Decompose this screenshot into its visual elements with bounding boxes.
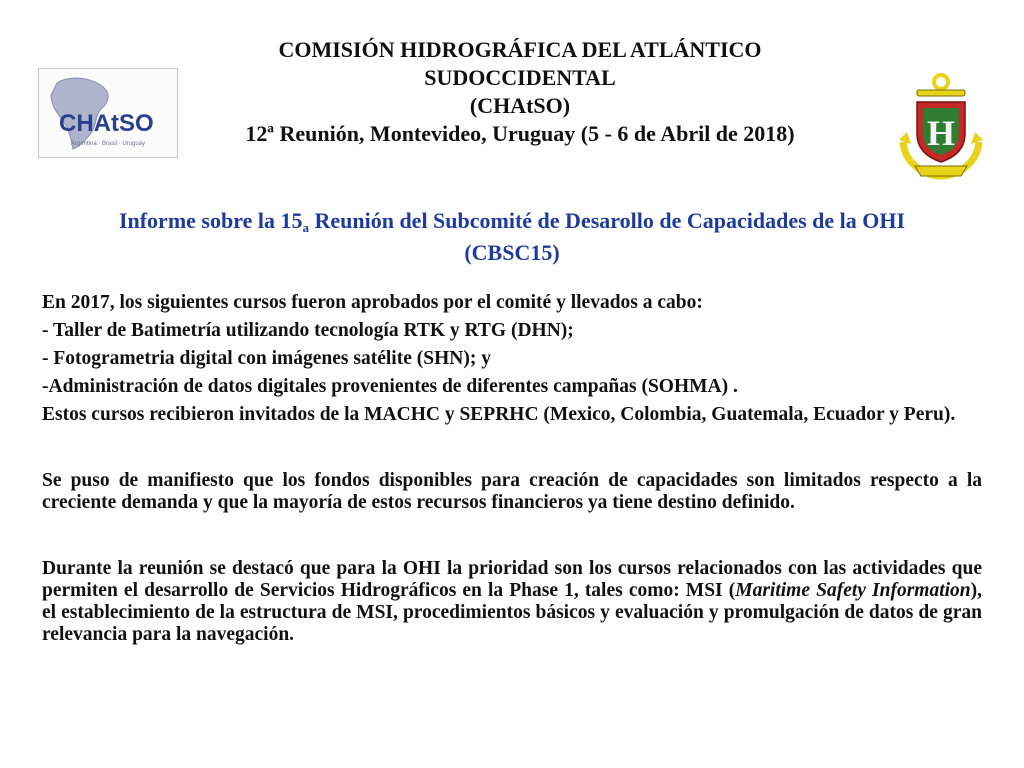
- priority-part2: ), el establecimiento de la estructura de MSI, procedimientos básicos y evaluación y promulgación de datos de gran relevancia para la navegación.: [42, 580, 983, 645]
- chatso-logo-subtext: Argentina · Brasil · Uruguay: [71, 141, 146, 147]
- priority-italic: Maritime Safety Information: [735, 580, 971, 601]
- chatso-logo-text: CHAtSO: [59, 110, 154, 137]
- course-item: - Fotogrametria digital con imágenes satélite (SHN); y: [42, 348, 491, 369]
- header-title-line3: 12ª Reunión, Montevideo, Uruguay (5 - 6 de Abril de 2018): [245, 121, 795, 146]
- body-text: [42, 292, 982, 646]
- chatso-map-icon: [39, 69, 177, 157]
- report-title-part1: Informe sobre la 15: [118, 208, 303, 233]
- ohi-emblem: [895, 72, 987, 184]
- report-title-line2: (CBSC15): [464, 240, 560, 265]
- ohi-emblem-letter: H: [926, 113, 956, 153]
- chatso-logo: [38, 68, 178, 158]
- header-title-line2: (CHAtSO): [469, 93, 571, 118]
- report-title-line1: [40, 208, 984, 240]
- report-title-part2: Reunión del Subcomité de Desarollo de Capacidades de la OHI: [308, 208, 906, 233]
- funds-paragraph: Se puso de manifiesto que los fondos disponibles para creación de capacidades son limitados respecto a la creciente demanda y que la mayoría de estos recursos financieros ya tiene destino definido.: [42, 470, 982, 513]
- ohi-anchor-icon: [895, 72, 987, 184]
- header-title: [180, 36, 860, 148]
- invited-paragraph: Estos cursos recibieron invitados de la MACHC y SEPRHC (Mexico, Colombia, Guatemala, Ecuador y Peru).: [42, 404, 956, 425]
- report-title: [40, 208, 984, 265]
- report-title-superscript: a: [302, 220, 309, 235]
- intro-paragraph: En 2017, los siguientes cursos fueron aprobados por el comité y llevados a cabo:: [42, 292, 703, 313]
- course-item: -Administración de datos digitales provenientes de diferentes campañas (SOHMA) .: [42, 376, 738, 397]
- priority-paragraph: [42, 558, 982, 646]
- priority-part1: Durante la reunión se destacó que para la OHI la prioridad son los cursos relacionados con las actividades que permiten el desarrollo de Servicios Hidrográficos en la Phase 1, tales como: MSI (: [42, 558, 982, 601]
- header-title-line1: COMISIÓN HIDROGRÁFICA DEL ATLÁNTICO SUDOCCIDENTAL: [278, 37, 762, 90]
- course-item: - Taller de Batimetría utilizando tecnología RTK y RTG (DHN);: [42, 320, 574, 341]
